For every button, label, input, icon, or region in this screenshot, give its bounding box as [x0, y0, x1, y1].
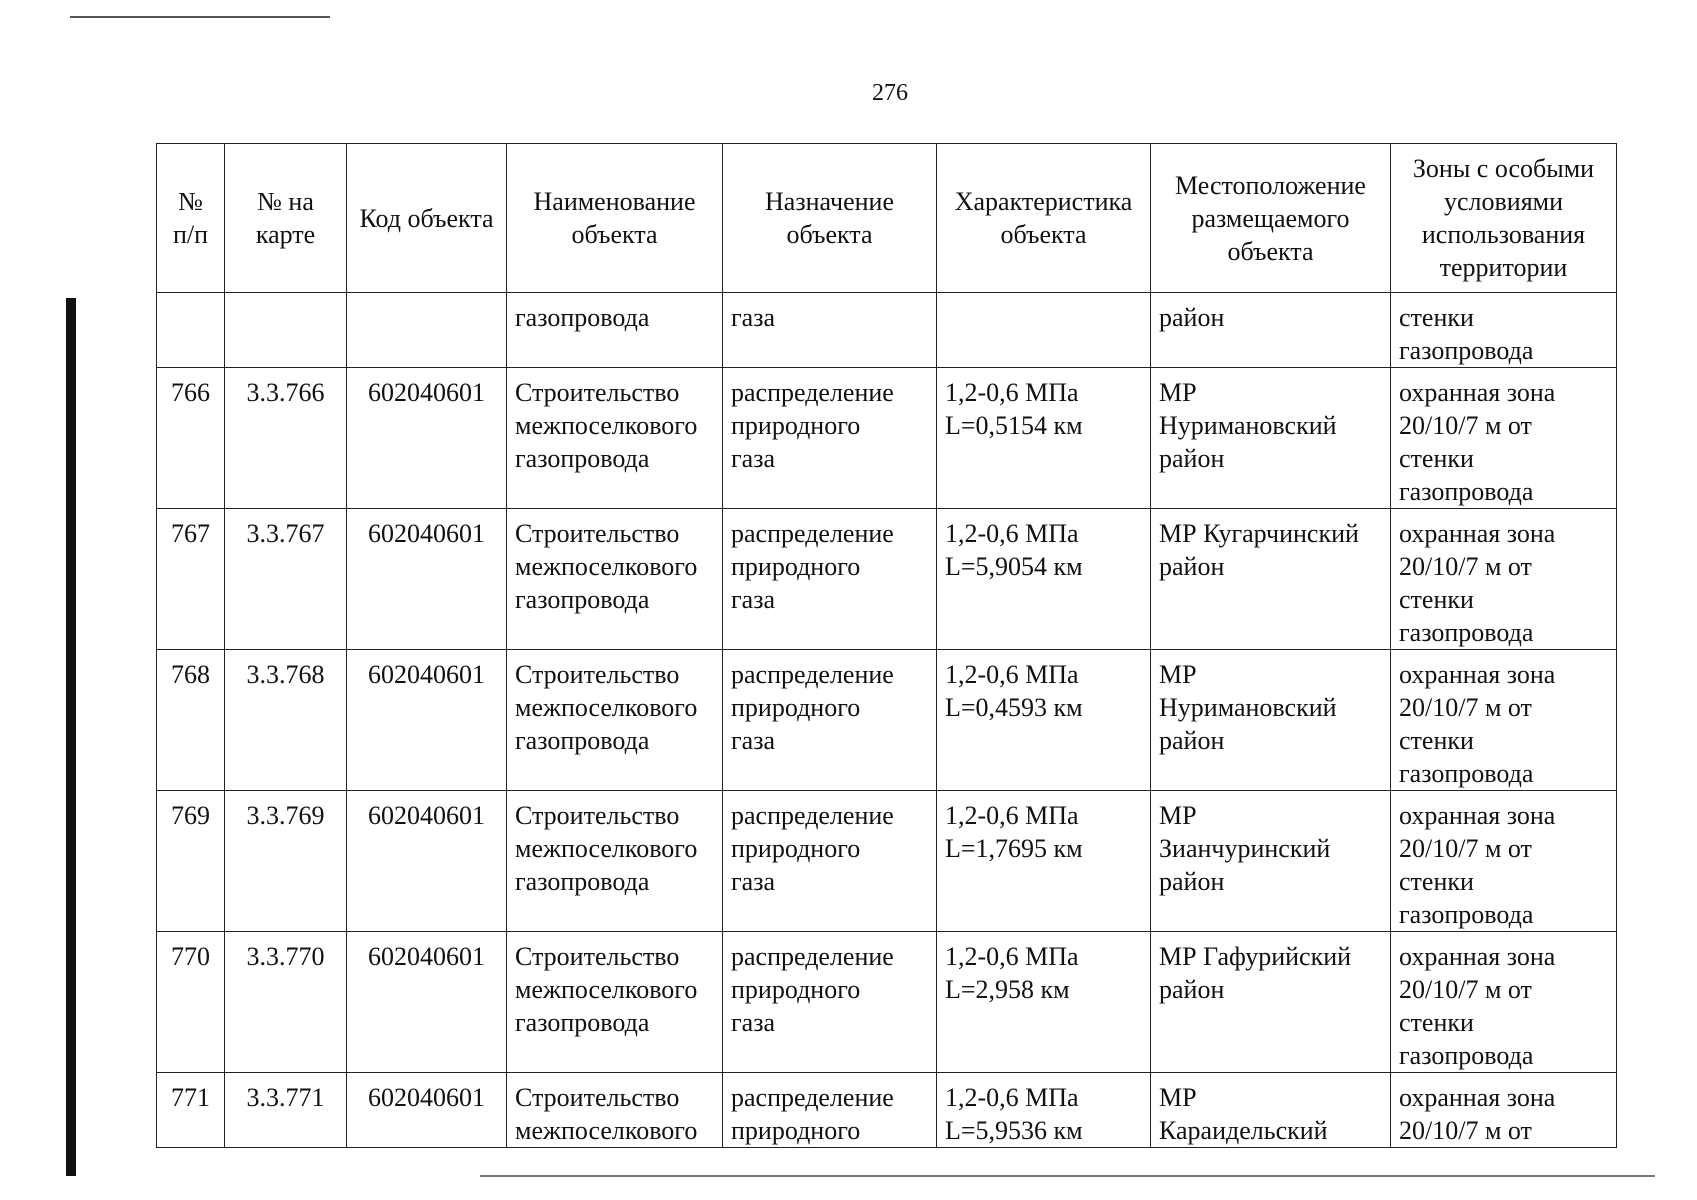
cell-text: 1,2-0,6 МПа — [945, 660, 1079, 689]
table-header-row — [157, 144, 1617, 293]
cell-text: охранная зона — [1399, 660, 1556, 689]
table-cell — [157, 1073, 225, 1148]
cell-text: L=5,9536 км — [945, 1116, 1083, 1145]
table-cell — [507, 932, 723, 1073]
cell-text: межпоселкового — [515, 975, 698, 1004]
header-text: размещаемого — [1191, 203, 1350, 233]
cell-text: L=2,958 км — [945, 975, 1070, 1004]
cell-text: L=0,5154 км — [945, 411, 1083, 440]
cell-text: стенки — [1399, 444, 1474, 473]
header-cell — [1151, 144, 1391, 293]
cell-text: газа — [731, 1008, 776, 1037]
header-cell — [225, 144, 347, 293]
cell-text: L=0,4593 км — [945, 693, 1083, 722]
cell-text: газопровода — [515, 726, 650, 755]
cell-text: 20/10/7 м от — [1399, 552, 1532, 581]
cell-text: МР Гафурийский — [1159, 942, 1352, 971]
table-cell — [1391, 932, 1617, 1073]
cell-text: газопровода — [515, 867, 650, 896]
cell-text: охранная зона — [1399, 519, 1556, 548]
table-cell — [507, 293, 723, 368]
table-cell — [157, 368, 225, 509]
table-cell — [225, 650, 347, 791]
header-text: карте — [255, 220, 316, 249]
header-text: Назначение — [765, 187, 894, 216]
cell-text: природного — [731, 693, 861, 722]
table-cell — [1151, 650, 1391, 791]
header-text: Код объекта — [359, 203, 494, 233]
table-cell — [937, 932, 1151, 1073]
header-text: территории — [1439, 253, 1568, 282]
header-text: объекта — [571, 220, 658, 249]
cell-text: газопровода — [515, 585, 650, 614]
header-text: № на — [257, 187, 314, 216]
cell-text: 3.3.769 — [246, 801, 325, 830]
cell-text: 602040601 — [368, 660, 485, 689]
cell-text: район — [1159, 444, 1225, 473]
cell-text: район — [1159, 303, 1225, 332]
cell-text: МР — [1159, 801, 1197, 830]
objects-table — [156, 143, 1617, 1148]
table-cell — [1391, 368, 1617, 509]
cell-text: L=5,9054 км — [945, 552, 1083, 581]
table-cell — [347, 650, 507, 791]
table-cell — [225, 1073, 347, 1148]
table-row — [157, 509, 1617, 650]
cell-text: газа — [731, 867, 776, 896]
table-row — [157, 650, 1617, 791]
table-cell — [225, 509, 347, 650]
cell-text: 602040601 — [368, 519, 485, 548]
cell-text: МР — [1159, 378, 1197, 407]
cell-text: район — [1159, 975, 1225, 1004]
header-text: условиями — [1443, 187, 1564, 216]
cell-text: МР — [1159, 1083, 1197, 1112]
table-cell — [1151, 791, 1391, 932]
table-cell — [1151, 932, 1391, 1073]
cell-text: Караидельский — [1159, 1116, 1328, 1145]
table-cell — [157, 791, 225, 932]
cell-text: 767 — [171, 519, 210, 548]
table-body — [157, 293, 1617, 1148]
table-cell — [937, 791, 1151, 932]
table-cell — [937, 509, 1151, 650]
table-cell — [723, 509, 937, 650]
cell-text: 3.3.768 — [246, 660, 325, 689]
table-row — [157, 932, 1617, 1073]
table-cell — [1391, 293, 1617, 368]
cell-text: межпоселкового — [515, 411, 698, 440]
cell-text: Нуримановский — [1159, 411, 1337, 440]
cell-text: межпоселкового — [515, 552, 698, 581]
cell-text: 602040601 — [368, 942, 485, 971]
table-cell — [225, 932, 347, 1073]
cell-text: район — [1159, 726, 1225, 755]
table-cell — [1151, 293, 1391, 368]
table-cell — [157, 293, 225, 368]
table-cell — [723, 791, 937, 932]
cell-text: Строительство — [515, 1083, 680, 1112]
cell-text: 3.3.767 — [246, 519, 325, 548]
cell-text: район — [1159, 552, 1225, 581]
header-cell — [723, 144, 937, 293]
cell-text: Строительство — [515, 519, 680, 548]
cell-text: 3.3.766 — [246, 378, 325, 407]
cell-text: газа — [731, 444, 776, 473]
table-cell — [347, 1073, 507, 1148]
table-cell — [347, 293, 507, 368]
cell-text: Зианчуринский — [1159, 834, 1331, 863]
table-row — [157, 1073, 1617, 1148]
cell-text: 3.3.771 — [246, 1083, 325, 1112]
table-cell — [723, 1073, 937, 1148]
cell-text: 20/10/7 м от — [1399, 693, 1532, 722]
cell-text: распределение — [731, 378, 894, 407]
table-cell — [157, 509, 225, 650]
table-cell — [225, 791, 347, 932]
cell-text: 20/10/7 м от — [1399, 1116, 1532, 1145]
cell-text: природного — [731, 834, 861, 863]
header-text: использования — [1421, 220, 1586, 249]
cell-text: 1,2-0,6 МПа — [945, 801, 1079, 830]
header-text: п/п — [172, 220, 209, 249]
header-text: объекта — [1227, 236, 1314, 266]
table-row — [157, 791, 1617, 932]
header-cell — [347, 144, 507, 293]
cell-text: 770 — [171, 942, 210, 971]
table-row — [157, 293, 1617, 368]
table-cell — [1391, 650, 1617, 791]
cell-text: распределение — [731, 519, 894, 548]
cell-text: природного — [731, 552, 861, 581]
table-cell — [937, 293, 1151, 368]
header-text: № — [178, 187, 203, 216]
scan-edge-bar — [66, 298, 76, 1176]
page-number: 276 — [872, 80, 908, 106]
cell-text: газопровода — [1399, 336, 1534, 365]
cell-text: распределение — [731, 942, 894, 971]
cell-text: газопровода — [515, 1008, 650, 1037]
cell-text: распределение — [731, 801, 894, 830]
table-cell — [1391, 1073, 1617, 1148]
cell-text: стенки — [1399, 726, 1474, 755]
cell-text: 20/10/7 м от — [1399, 975, 1532, 1004]
cell-text: Нуримановский — [1159, 693, 1337, 722]
cell-text: охранная зона — [1399, 801, 1556, 830]
cell-text: 1,2-0,6 МПа — [945, 519, 1079, 548]
table-cell — [225, 368, 347, 509]
cell-text: природного — [731, 975, 861, 1004]
cell-text: МР — [1159, 660, 1197, 689]
table-cell — [937, 1073, 1151, 1148]
cell-text: газопровода — [1399, 618, 1534, 647]
cell-text: 602040601 — [368, 801, 485, 830]
table-cell — [157, 650, 225, 791]
cell-text: природного — [731, 411, 861, 440]
table-cell — [1391, 509, 1617, 650]
table-cell — [937, 368, 1151, 509]
table-cell — [347, 509, 507, 650]
cell-text: газа — [731, 303, 776, 332]
table-cell — [347, 932, 507, 1073]
cell-text: газопровода — [1399, 900, 1534, 929]
cell-text: межпоселкового — [515, 693, 698, 722]
table-cell — [1151, 509, 1391, 650]
header-text: Зоны с особыми — [1412, 154, 1595, 183]
table-cell — [723, 650, 937, 791]
cell-text: 771 — [171, 1083, 210, 1112]
table-cell — [1151, 1073, 1391, 1148]
table-row — [157, 368, 1617, 509]
cell-text: охранная зона — [1399, 1083, 1556, 1112]
cell-text: L=1,7695 км — [945, 834, 1083, 863]
cell-text: 20/10/7 м от — [1399, 411, 1532, 440]
cell-text: Строительство — [515, 942, 680, 971]
cell-text: природного — [731, 1116, 861, 1145]
table-cell — [723, 293, 937, 368]
cell-text: охранная зона — [1399, 942, 1556, 971]
header-cell — [507, 144, 723, 293]
cell-text: охранная зона — [1399, 378, 1556, 407]
cell-text: 766 — [171, 378, 210, 407]
cell-text: стенки — [1399, 303, 1474, 332]
table-cell — [507, 368, 723, 509]
header-text: Характеристика — [954, 187, 1133, 216]
header-cell — [157, 144, 225, 293]
header-cell — [1391, 144, 1617, 293]
cell-text: межпоселкового — [515, 1116, 698, 1145]
cell-text: газопровода — [1399, 1041, 1534, 1070]
header-text: Местоположение — [1175, 170, 1366, 200]
table-cell — [347, 368, 507, 509]
table-cell — [723, 932, 937, 1073]
cell-text: 1,2-0,6 МПа — [945, 378, 1079, 407]
table-cell — [157, 932, 225, 1073]
bottom-rule — [480, 1175, 1655, 1177]
cell-text: 20/10/7 м от — [1399, 834, 1532, 863]
header-cell — [937, 144, 1151, 293]
header-text: Наименование — [533, 187, 696, 216]
cell-text: район — [1159, 867, 1225, 896]
cell-text: 602040601 — [368, 378, 485, 407]
cell-text: 1,2-0,6 МПа — [945, 942, 1079, 971]
cell-text: газа — [731, 726, 776, 755]
cell-text: газопровода — [1399, 477, 1534, 506]
cell-text: газа — [731, 585, 776, 614]
cell-text: распределение — [731, 660, 894, 689]
cell-text: стенки — [1399, 1008, 1474, 1037]
cell-text: Строительство — [515, 378, 680, 407]
cell-text: межпоселкового — [515, 834, 698, 863]
cell-text: Строительство — [515, 801, 680, 830]
cell-text: газопровода — [515, 444, 650, 473]
table-cell — [507, 1073, 723, 1148]
cell-text: газопровода — [515, 303, 650, 332]
table-cell — [723, 368, 937, 509]
cell-text: стенки — [1399, 867, 1474, 896]
table-cell — [347, 791, 507, 932]
table-cell — [507, 650, 723, 791]
cell-text: МР Кугарчинский — [1159, 519, 1359, 548]
table-cell — [507, 791, 723, 932]
table-cell — [937, 650, 1151, 791]
cell-text: 3.3.770 — [246, 942, 325, 971]
cell-text: 769 — [171, 801, 210, 830]
table-cell — [1151, 368, 1391, 509]
header-text: объекта — [786, 220, 873, 249]
cell-text: стенки — [1399, 585, 1474, 614]
cell-text: распределение — [731, 1083, 894, 1112]
header-text: объекта — [1000, 220, 1087, 249]
cell-text: Строительство — [515, 660, 680, 689]
top-rule — [70, 16, 330, 18]
cell-text: 602040601 — [368, 1083, 485, 1112]
table-cell — [507, 509, 723, 650]
table-cell — [1391, 791, 1617, 932]
cell-text: 768 — [171, 660, 210, 689]
cell-text: 1,2-0,6 МПа — [945, 1083, 1079, 1112]
cell-text: газопровода — [1399, 759, 1534, 788]
table-cell — [225, 293, 347, 368]
